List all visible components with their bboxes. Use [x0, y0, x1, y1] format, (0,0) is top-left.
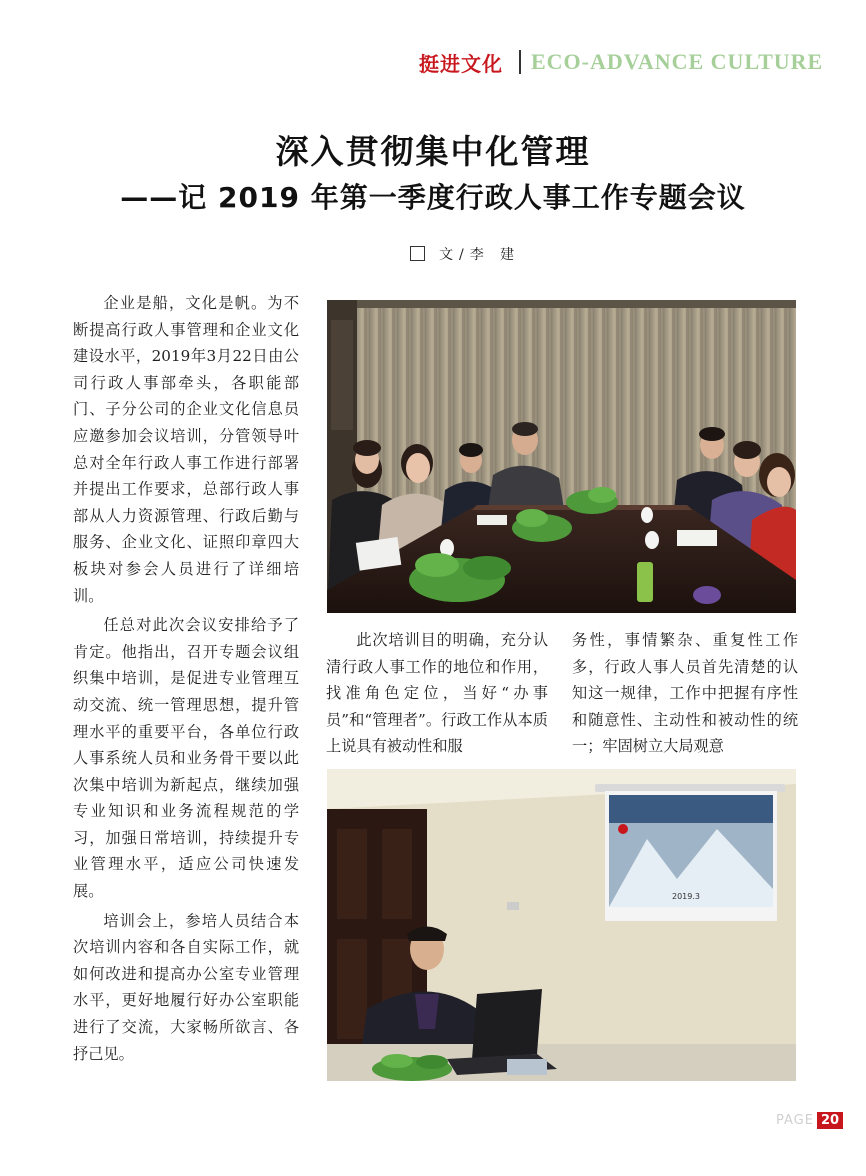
page-number: 20 [817, 1112, 843, 1129]
screen-date: 2019.3 [672, 892, 700, 901]
article-subtitle: ——记 2019 年第一季度行政人事工作专题会议 [120, 181, 746, 214]
section-divider [519, 50, 521, 74]
text-column-left [73, 290, 299, 1067]
meeting-photo [327, 300, 796, 613]
section-title-en: ECO-ADVANCE CULTURE [531, 49, 824, 74]
paragraph-4: 此次培训目的明确，充分认清行政人事工作的地位和作用，找准角色定位，当好“办事员”和“管理者”。行政工作从本质上说具有被动性和服 [326, 631, 548, 756]
training-photo [327, 769, 796, 1081]
page-label: PAGE [776, 1113, 814, 1128]
page-footer [776, 1110, 843, 1129]
article-title: 深入贯彻集中化管理 [275, 132, 591, 171]
author: 文/李 建 [439, 247, 521, 263]
section-header [419, 46, 849, 82]
byline [410, 244, 520, 264]
text-column-middle [326, 627, 548, 760]
paragraph-2: 任总对此次会议安排给予了肯定。他指出，召开专题会议组织集中培训，是促进专业管理互动交流、统一管理思想，提升管理水平的重要平台，各单位行政人事系统人员和业务骨干要以此次集中培训为新起点，继续加强专业知识和业务流程规范的学习，加强日常培训，持续提升专业管理水平，适应公司快速发展。 [73, 616, 299, 901]
paragraph-1: 企业是船，文化是帆。为不断提高行政人事管理和企业文化建设水平，2019年3月22日由公司行政人事部牵头，各职能部门、子分公司的企业文化信息员应邀参加会议培训，分管领导叶总对全年行政人事工作进行部署并提出工作要求，总部行政人事部从人力资源管理、行政后勤与服务、企业文化、证照印章四大板块对参会人员进行了详细培训。 [73, 294, 299, 605]
section-title-cn: 挺进文化 [419, 52, 503, 76]
paragraph-5: 务性，事情繁杂、重复性工作多，行政人事人员首先清楚的认知这一规律，工作中把握有序性和随意性、主动性和被动性的统一；牢固树立大局观意 [572, 631, 798, 756]
paragraph-3: 培训会上，参培人员结合本次培训内容和各自实际工作，就如何改进和提高办公室专业管理水平，更好地履行好办公室职能进行了交流，大家畅所欲言、各抒己见。 [73, 911, 299, 1063]
text-column-right [572, 627, 798, 760]
square-icon [410, 246, 425, 261]
